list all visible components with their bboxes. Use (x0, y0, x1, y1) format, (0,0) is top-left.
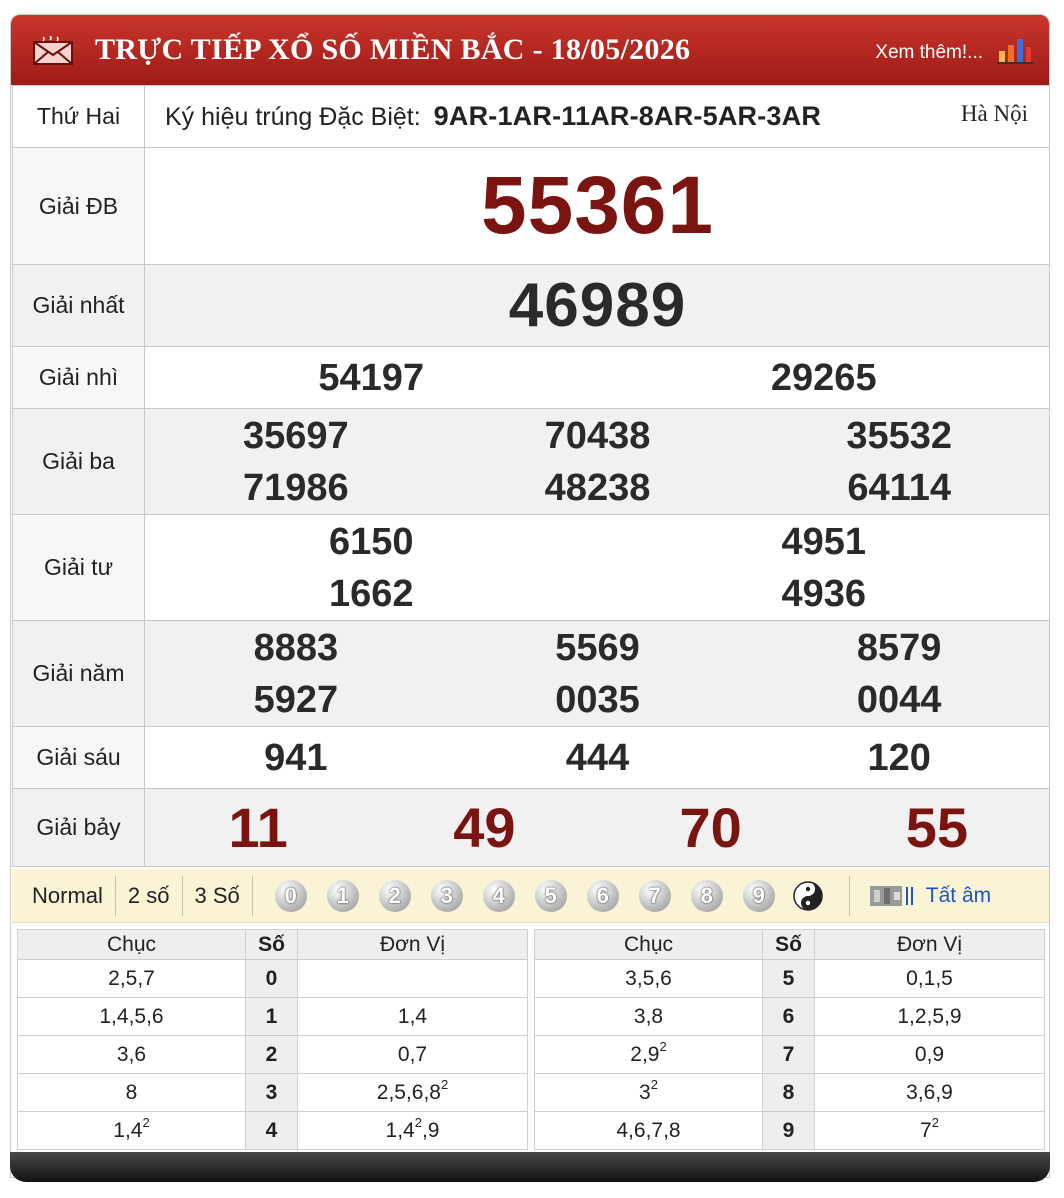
chuc-cell: 8 (18, 1074, 246, 1112)
prize-label-g3: Giải ba (13, 409, 145, 515)
table-row (18, 998, 528, 1036)
digit-ball-8[interactable]: 8 (691, 880, 723, 912)
mode-3-digit-button[interactable]: 3 Số (183, 876, 253, 916)
prize-number: 35532 (846, 414, 953, 457)
sound-wave-icon[interactable] (870, 884, 916, 908)
header-chuc: Chục (535, 930, 763, 960)
prize-number: 8579 (856, 626, 942, 669)
prize-number: 49 (453, 796, 516, 859)
table-row (18, 1112, 528, 1150)
prize-number: 0044 (856, 678, 942, 721)
prize-number: 35697 (243, 414, 349, 457)
header-donvi: Đơn Vị (298, 930, 528, 960)
special-code-label: Ký hiệu trúng Đặc Biệt: (165, 103, 421, 131)
prize-number: 444 (565, 736, 630, 779)
prize-label-db: Giải ĐB (13, 148, 145, 265)
prize-number: 70 (679, 796, 742, 859)
table-row (535, 1112, 1045, 1150)
digit-ball-9[interactable]: 9 (743, 880, 775, 912)
panel-footer (10, 1152, 1050, 1182)
donvi-cell: 3,6,9 (815, 1074, 1045, 1112)
mute-link[interactable]: Tất âm (925, 883, 992, 907)
mail-icon (33, 36, 73, 64)
table-row (18, 1074, 528, 1112)
prize-number: 941 (264, 736, 328, 779)
so-cell: 8 (763, 1074, 815, 1112)
loto-table-right (534, 929, 1045, 1150)
special-prize-number: 55361 (480, 160, 715, 251)
digit-ball-5[interactable]: 5 (535, 880, 567, 912)
prize-number: 64114 (847, 466, 951, 509)
province-name: Hà Nội (960, 101, 1028, 126)
mode-normal-button[interactable]: Normal (12, 876, 116, 916)
table-row (535, 1036, 1045, 1074)
so-cell: 2 (246, 1036, 298, 1074)
prize-number: 1662 (328, 572, 414, 615)
special-code-row (145, 86, 1051, 148)
header-bar (11, 15, 1049, 85)
chuc-cell: $2,9^2$ (535, 1036, 763, 1074)
toolbar-divider (849, 876, 850, 916)
prize-label-g6: Giải sáu (13, 727, 145, 789)
so-cell: 3 (246, 1074, 298, 1112)
digit-ball-6[interactable]: 6 (587, 880, 619, 912)
so-cell: 9 (763, 1112, 815, 1150)
digit-ball-2[interactable]: 2 (379, 880, 411, 912)
chuc-cell: 3,5,6 (535, 960, 763, 998)
prize-label-g5: Giải năm (13, 621, 145, 727)
prize-number: 29265 (770, 356, 877, 399)
prize-number: 5569 (555, 626, 640, 669)
first-prize-number: 46989 (508, 271, 687, 340)
table-row (535, 998, 1045, 1036)
chuc-cell: 2,5,7 (18, 960, 246, 998)
table-row (18, 1036, 528, 1074)
see-more-link[interactable]: Xem thêm!... (875, 42, 983, 63)
prize-number: 48238 (544, 466, 651, 509)
bar-chart-icon[interactable] (997, 35, 1033, 65)
prize-number: 55 (905, 796, 969, 859)
donvi-cell: 0,7 (298, 1036, 528, 1074)
so-cell: 1 (246, 998, 298, 1036)
so-cell: 7 (763, 1036, 815, 1074)
prize-number: 54197 (318, 356, 425, 399)
digit-ball-7[interactable]: 7 (639, 880, 671, 912)
so-cell: 5 (763, 960, 815, 998)
results-table (12, 85, 1050, 867)
prize-number: 4936 (781, 572, 867, 615)
prize-number: 71986 (243, 466, 349, 509)
digit-ball-4[interactable]: 4 (483, 880, 515, 912)
prize-number: 6150 (328, 520, 414, 563)
chuc-cell: 3,6 (18, 1036, 246, 1074)
donvi-cell: $1,4^2,9$ (298, 1112, 528, 1150)
header-so: Số (763, 930, 815, 960)
yin-yang-icon[interactable] (793, 881, 823, 911)
prize-label-g2: Giải nhì (13, 347, 145, 409)
header-donvi: Đơn Vị (815, 930, 1045, 960)
digit-ball-3[interactable]: 3 (431, 880, 463, 912)
chuc-cell: 4,6,7,8 (535, 1112, 763, 1150)
donvi-cell: 2,5,6,8$^2$ (298, 1074, 528, 1112)
donvi-cell: 1,2,5,9 (815, 998, 1045, 1036)
prize-number: 8883 (253, 626, 339, 669)
prize-number: 0035 (555, 678, 640, 721)
results-panel (10, 14, 1050, 1178)
page-title: TRỰC TIẾP XỔ SỐ MIỀN BẮC - 18/05/2026 (95, 33, 691, 66)
so-cell: 0 (246, 960, 298, 998)
table-row (535, 1074, 1045, 1112)
digit-ball-0[interactable]: 0 (275, 880, 307, 912)
chuc-cell: $1,4^2$ (18, 1112, 246, 1150)
header-so: Số (246, 930, 298, 960)
donvi-cell: 0,1,5 (815, 960, 1045, 998)
prize-number: 11 (228, 796, 288, 859)
special-code-value: 9AR-1AR-11AR-8AR-5AR-3AR (433, 101, 822, 131)
donvi-cell (298, 960, 528, 998)
digit-filter (275, 880, 823, 912)
prize-label-g1: Giải nhất (13, 265, 145, 347)
loto-table-left (17, 929, 528, 1150)
prize-label-g4: Giải tư (13, 515, 145, 621)
prize-number: 4951 (781, 520, 867, 563)
so-cell: 6 (763, 998, 815, 1036)
so-cell: 4 (246, 1112, 298, 1150)
donvi-cell: 0,9 (815, 1036, 1045, 1074)
prize-label-g7: Giải bảy (13, 789, 145, 867)
chuc-cell: 1,4,5,6 (18, 998, 246, 1036)
header-chuc: Chục (18, 930, 246, 960)
prize-number: 120 (867, 736, 931, 779)
view-toolbar (12, 869, 1050, 923)
mode-2-digit-button[interactable]: 2 số (116, 876, 183, 916)
donvi-cell: 1,4 (298, 998, 528, 1036)
loto-tables (17, 929, 1045, 1150)
digit-ball-1[interactable]: 1 (327, 880, 359, 912)
prize-number: 70438 (544, 414, 651, 457)
table-row (18, 960, 528, 998)
day-of-week: Thứ Hai (13, 86, 145, 148)
chuc-cell: 3,8 (535, 998, 763, 1036)
table-row (535, 960, 1045, 998)
chuc-cell: $3^2$ (535, 1074, 763, 1112)
donvi-cell: $7^2$ (815, 1112, 1045, 1150)
prize-number: 5927 (253, 678, 339, 721)
